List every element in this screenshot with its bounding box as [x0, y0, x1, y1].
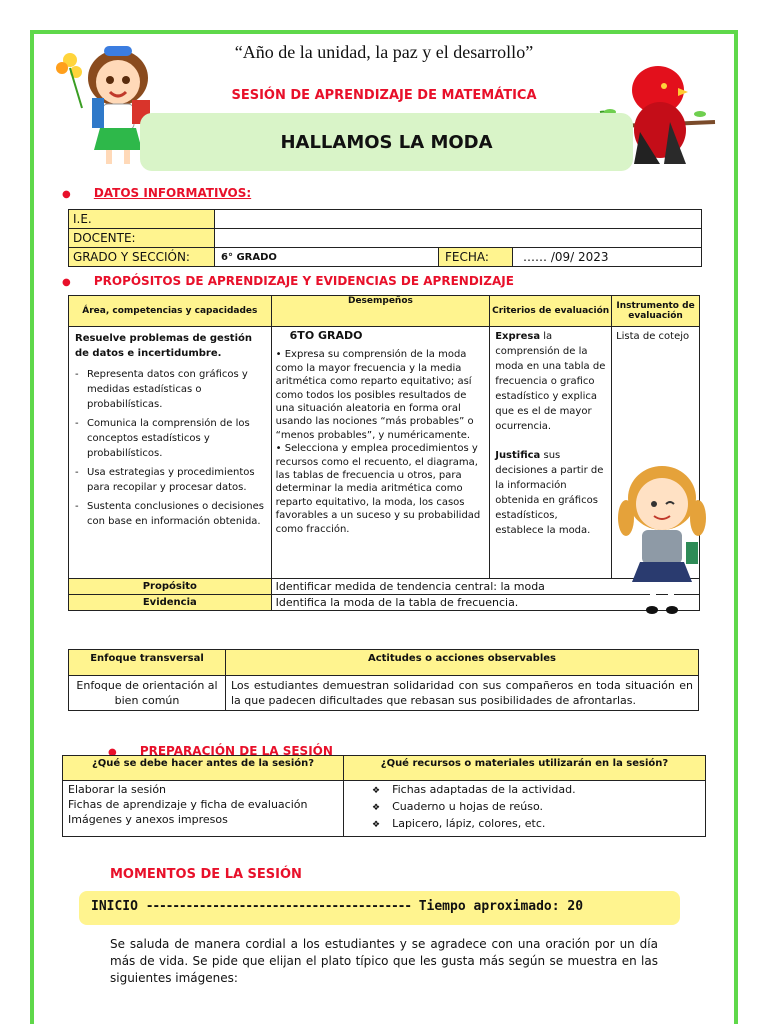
inicio-paragraph: Se saluda de manera cordial a los estudiantes y se agradece con una oración por un día más de vida. Se pide que elijan el plato típico que les gusta más según se muestra en las siguientes imágenes:: [110, 937, 658, 985]
list-item: Elaborar la sesión: [68, 783, 167, 796]
evidencia-value: Identifica la moda de la tabla de frecuencia.: [271, 595, 699, 611]
proposito-value: Identificar medida de tendencia central: la moda: [271, 579, 699, 595]
docente-label: DOCENTE:: [69, 229, 215, 248]
bullet-icon: ●: [62, 277, 71, 288]
desempeno-1: • Expresa su comprensión de la moda como la mayor frecuencia y la media aritmética como reparto equitativo; así como todos los posibles resultados de una situación aleatoria en forma oral usando las nociones “más probables” o “menos probables”, y numéricamente.: [275, 349, 474, 441]
diamond-bullet-icon: ❖: [372, 820, 381, 830]
datos-heading: DATOS INFORMATIVOS:: [93, 186, 252, 200]
area-header: Área, competencias y capacidades: [69, 296, 272, 327]
list-item: - Usa estrategias y procedimientos para recopilar y procesar datos.: [75, 465, 265, 495]
momentos-heading: MOMENTOS DE LA SESIÓN: [110, 867, 302, 882]
list-item: - Sustenta conclusiones o decisiones con base en información obtenida.: [75, 499, 265, 529]
inicio-dashes: ----------------------------------------: [145, 899, 411, 914]
antes-header: ¿Qué se debe hacer antes de la sesión?: [63, 756, 344, 781]
year-motto: “Año de la unidad, la paz y el desarrollo”: [234, 42, 534, 62]
diamond-bullet-icon: ❖: [372, 803, 381, 813]
datos-table: [68, 209, 702, 267]
list-item: ❖ Lapicero, lápiz, colores, etc.: [372, 817, 546, 830]
desempeno-2: • Selecciona y emplea procedimientos y recursos como el recuento, el diagrama, las tablas de frecuencia u otros, para determinar la media aritmética como reparto equitativo, la moda, los casos favorables a un suceso y su probabilidad como fracción.: [275, 443, 481, 535]
grado-label-6to: 6TO GRADO: [289, 329, 363, 342]
actitudes-header: Actitudes o acciones observables: [226, 650, 699, 676]
grado-label: GRADO Y SECCIÓN:: [69, 248, 215, 267]
enfoque-table: [68, 649, 699, 711]
criterio-1: Expresa la comprensión de la moda en una tabla de frecuencia o grafico estadístico y explica que es el de mayor ocurrencia.: [495, 331, 606, 432]
enfoque-header: Enfoque transversal: [69, 650, 226, 676]
session-type-heading: SESIÓN DE APRENDIZAJE DE MATEMÁTICA: [231, 88, 537, 103]
bullet-icon: ●: [108, 747, 117, 758]
preparacion-heading: PREPARACIÓN DE LA SESIÓN: [139, 744, 333, 758]
list-item: Imágenes y anexos impresos: [68, 813, 228, 826]
list-item: ❖ Fichas adaptadas de la actividad.: [372, 783, 576, 796]
instrumento-header: Instrumento de evaluación: [612, 296, 700, 327]
criterios-header: Criterios de evaluación: [490, 296, 612, 327]
title-banner: [140, 113, 633, 171]
ie-value-cell: [215, 210, 702, 229]
actitudes-value: Los estudiantes demuestran solidaridad con sus compañeros en toda situación en la que padecen dificultades que rebasan sus posibilidades de afrontarlas.: [226, 676, 699, 711]
propositos-table: [68, 295, 700, 611]
capacidades-list: [75, 367, 265, 529]
grado-value: 6° GRADO: [215, 248, 439, 267]
recursos-header: ¿Qué recursos o materiales utilizarán en la sesión?: [344, 756, 706, 781]
enfoque-value: Enfoque de orientación al bien común: [69, 676, 226, 711]
tiempo-aproximado: Tiempo aproximado: 20: [418, 899, 584, 914]
docente-value-cell: [215, 229, 702, 248]
preparacion-table: [62, 755, 706, 837]
instrumento-value: Lista de cotejo: [612, 327, 700, 579]
evidencia-label: Evidencia: [69, 595, 272, 611]
list-item: - Representa datos con gráficos y medidas estadísticas o probabilísticas.: [75, 367, 265, 412]
list-item: Fichas de aprendizaje y ficha de evaluación: [68, 798, 308, 811]
list-item: - Comunica la comprensión de los conceptos estadísticos y probabilísticos.: [75, 416, 265, 461]
proposito-label: Propósito: [69, 579, 272, 595]
bullet-icon: ●: [62, 189, 71, 200]
propositos-heading: PROPÓSITOS DE APRENDIZAJE Y EVIDENCIAS DE APRENDIZAJE: [93, 274, 514, 288]
desempenos-header: Desempeños: [271, 296, 490, 327]
student-girl-illustration: [612, 460, 712, 616]
list-item: ❖ Cuaderno u hojas de reúso.: [372, 800, 543, 813]
diamond-bullet-icon: ❖: [372, 786, 381, 796]
page-title: HALLAMOS LA MODA: [280, 131, 493, 153]
fecha-label: FECHA:: [439, 248, 513, 267]
fecha-value: …… /09/ 2023: [513, 248, 702, 267]
datos-heading-row: [62, 182, 251, 201]
competencia-text: Resuelve problemas de gestión de datos e incertidumbre.: [75, 333, 252, 359]
propositos-heading-row: [62, 270, 514, 289]
inicio-bar: [79, 891, 680, 925]
ie-label: I.E.: [69, 210, 215, 229]
inicio-label: INICIO: [91, 899, 138, 914]
criterio-2: Justifica sus decisiones a partir de la información obtenida en gráficos estadísticos, establece la moda.: [495, 450, 604, 536]
